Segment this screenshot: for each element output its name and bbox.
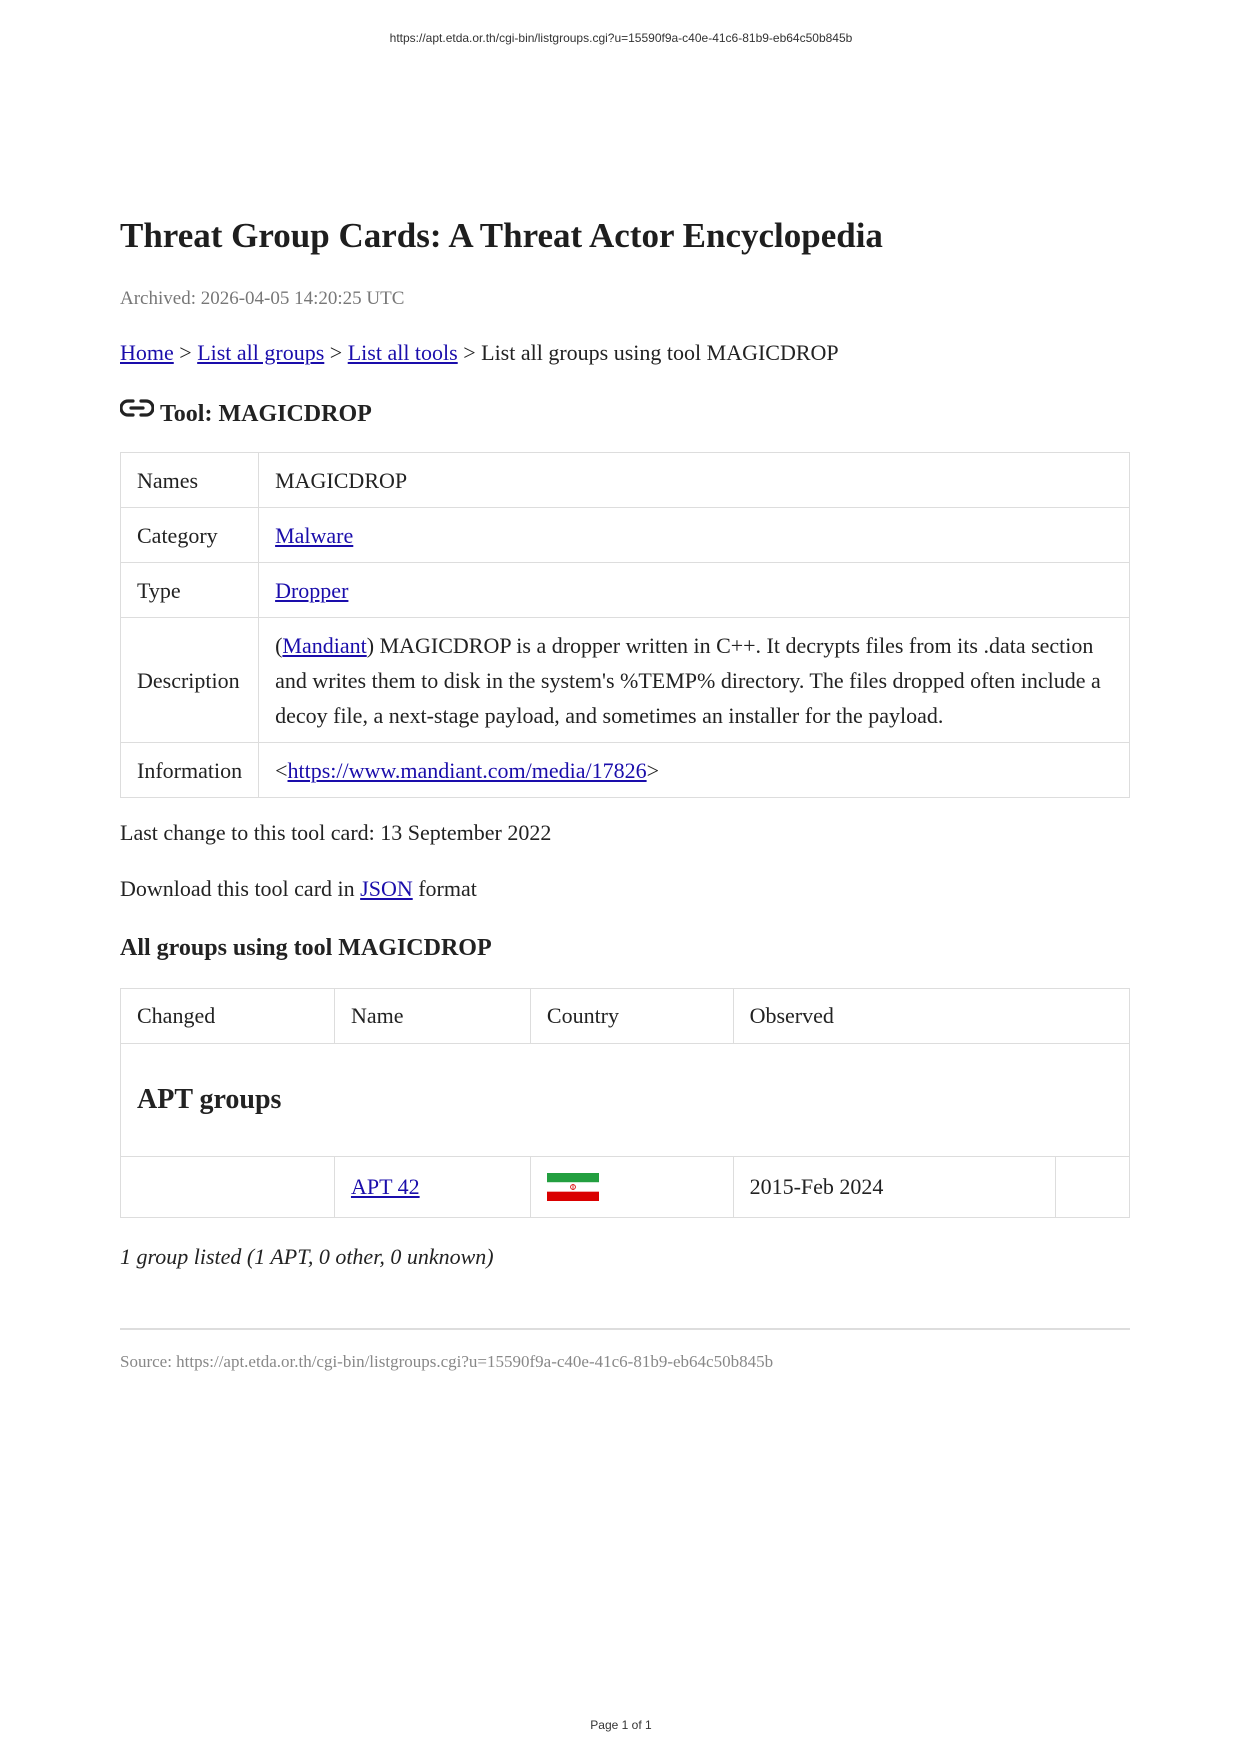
footer-divider	[120, 1328, 1130, 1330]
download-line	[120, 874, 1130, 904]
groups-heading: All groups using tool MAGICDROP	[120, 935, 492, 961]
description-label: Description	[121, 618, 259, 743]
breadcrumb-groups-link[interactable]: List all groups	[197, 340, 325, 365]
table-row	[121, 618, 1130, 743]
page-number: Page 1 of 1	[590, 1718, 652, 1732]
information-lt: <	[275, 757, 288, 783]
table-row	[121, 508, 1130, 563]
description-text: ) MAGICDROP is a dropper written in C++. It decrypts files from its .data section and writes them to disk in the system's %TEMP% directory. The files dropped often include a decoy file, a next-stage payload, and sometimes an installer for the payload.	[275, 632, 1101, 728]
table-row	[121, 563, 1130, 618]
column-header-name: Name	[334, 989, 530, 1044]
information-label: Information	[121, 743, 259, 798]
groups-table	[120, 988, 1130, 1218]
table-row	[121, 453, 1130, 508]
column-header-observed: Observed	[733, 989, 1129, 1044]
type-link[interactable]: Dropper	[275, 577, 349, 603]
link-icon	[120, 396, 154, 420]
category-label: Category	[121, 508, 259, 563]
group-apt42-link[interactable]: APT 42	[350, 1174, 420, 1199]
category-cell	[259, 508, 1130, 563]
archived-date: Archived: 2026-04-05 14:20:25 UTC	[120, 288, 405, 309]
observed-cell: 2015-Feb 2024	[733, 1157, 1055, 1218]
download-suffix: format	[412, 876, 477, 901]
breadcrumb-separator: >	[324, 340, 348, 365]
table-row	[121, 1157, 1130, 1218]
column-header-country: Country	[530, 989, 733, 1044]
breadcrumb	[120, 338, 1130, 368]
tool-heading-text: Tool: MAGICDROP	[160, 401, 372, 427]
table-row	[121, 743, 1130, 798]
breadcrumb-separator: >	[173, 340, 198, 365]
type-cell	[259, 563, 1130, 618]
print-header-url: https://apt.etda.or.th/cgi-bin/listgroups.cgi?u=15590f9a-c40e-41c6-81b9-eb64c50b845b	[389, 31, 853, 45]
changed-cell	[121, 1157, 335, 1218]
section-row	[121, 1044, 1130, 1157]
tool-info-table	[120, 452, 1130, 798]
breadcrumb-home-link[interactable]: Home	[120, 340, 174, 365]
country-cell	[530, 1157, 733, 1218]
category-link[interactable]: Malware	[275, 522, 354, 548]
names-label: Names	[121, 453, 259, 508]
breadcrumb-current: > List all groups using tool MAGICDROP	[457, 340, 839, 365]
description-cell	[259, 618, 1130, 743]
column-header-changed: Changed	[121, 989, 335, 1044]
download-prefix: Download this tool card in	[120, 876, 361, 901]
information-url-link[interactable]: https://www.mandiant.com/media/17826	[287, 757, 647, 783]
type-label: Type	[121, 563, 259, 618]
iran-flag-icon	[547, 1173, 599, 1201]
information-cell	[259, 743, 1130, 798]
description-open-paren: (	[275, 632, 283, 658]
mandiant-source-link[interactable]: Mandiant	[282, 632, 367, 658]
name-cell	[334, 1157, 530, 1218]
page-content	[120, 212, 1130, 1374]
names-value: MAGICDROP	[259, 453, 1130, 508]
table-header-row	[121, 989, 1130, 1044]
tool-heading	[120, 398, 1130, 430]
breadcrumb-tools-link[interactable]: List all tools	[347, 340, 458, 365]
json-download-link[interactable]: JSON	[360, 876, 413, 901]
last-change-text: Last change to this tool card: 13 September 2022	[120, 820, 552, 845]
source-url: Source: https://apt.etda.or.th/cgi-bin/listgroups.cgi?u=15590f9a-c40e-41c6-81b9-eb64c50b845b	[120, 1352, 774, 1371]
section-title-apt-groups: APT groups	[121, 1044, 1130, 1157]
extra-cell	[1055, 1157, 1129, 1218]
groups-summary: 1 group listed (1 APT, 0 other, 0 unknown)	[120, 1244, 494, 1269]
information-gt: >	[646, 757, 660, 783]
page-title: Threat Group Cards: A Threat Actor Encyclopedia	[120, 216, 883, 255]
